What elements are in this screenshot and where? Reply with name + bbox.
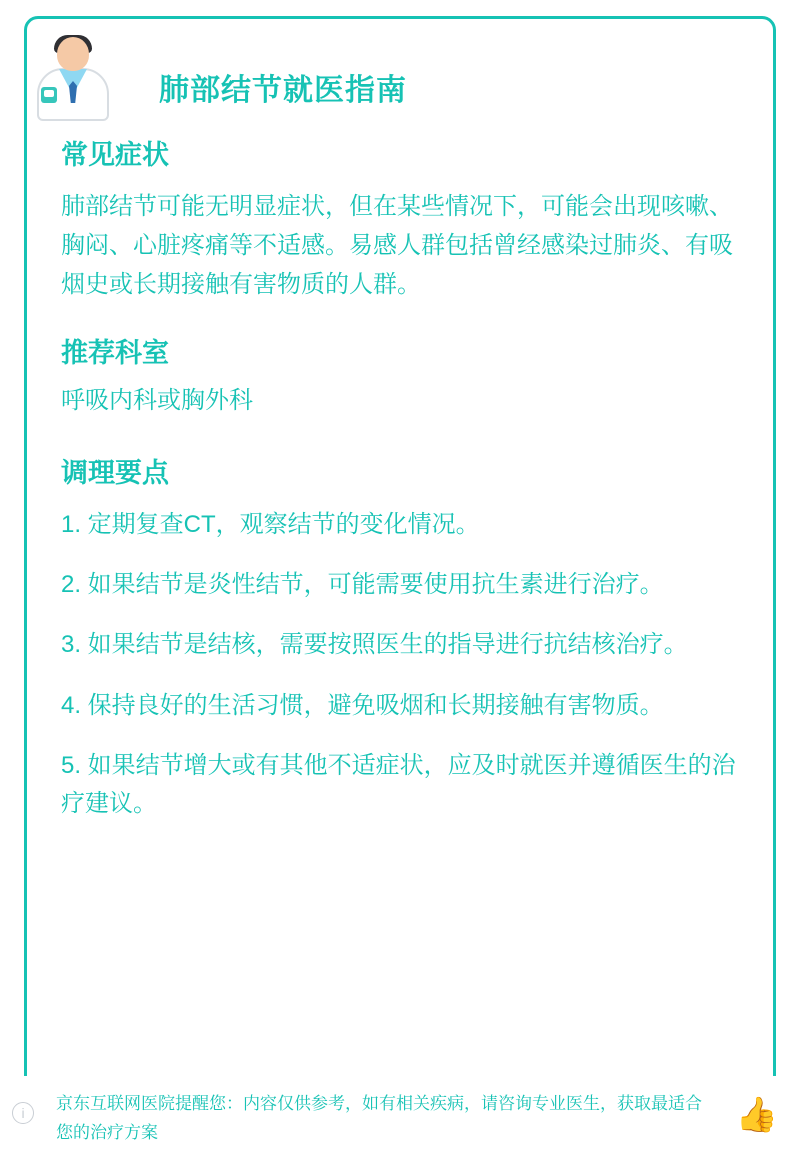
guide-card <box>24 16 776 1149</box>
list-item: 5. 如果结节增大或有其他不适症状，应及时就医并遵循医生的治疗建议。 <box>61 752 736 818</box>
thumbs-up-icon[interactable]: 👍 <box>735 1096 778 1134</box>
section-heading-care: 调理要点 <box>61 457 169 488</box>
info-icon: i <box>12 1102 34 1124</box>
list-item: 1. 定期复查CT，观察结节的变化情况。 <box>61 510 480 538</box>
section-text-department: 呼吸内科或胸外科 <box>61 386 253 414</box>
footer-disclaimer-bar <box>0 1076 800 1165</box>
list-item: 2. 如果结节是炎性结节，可能需要使用抗生素进行治疗。 <box>61 570 664 598</box>
section-text-symptoms: 肺部结节可能无明显症状，但在某些情况下，可能会出现咳嗽、胸闷、心脏疼痛等不适感。易感人群包括曾经感染过肺炎、有吸烟史或长期接触有害物质的人群。 <box>61 193 733 298</box>
page-title: 肺部结节就医指南 <box>159 74 407 107</box>
guide-content <box>61 133 745 846</box>
disclaimer-text: 京东互联网医院提醒您：内容仅供参考，如有相关疾病，请咨询专业医生，获取最适合您的治疗方案 <box>56 1094 702 1142</box>
avatar-head <box>57 37 89 71</box>
section-heading-symptoms: 常见症状 <box>61 140 169 170</box>
doctor-avatar-icon <box>35 35 113 121</box>
list-item: 3. 如果结节是结核，需要按照医生的指导进行抗结核治疗。 <box>61 631 688 659</box>
avatar-badge-inner <box>44 90 54 97</box>
care-step-list <box>61 506 745 824</box>
section-heading-department: 推荐科室 <box>61 337 169 368</box>
list-item: 4. 保持良好的生活习惯，避免吸烟和长期接触有害物质。 <box>61 691 664 719</box>
